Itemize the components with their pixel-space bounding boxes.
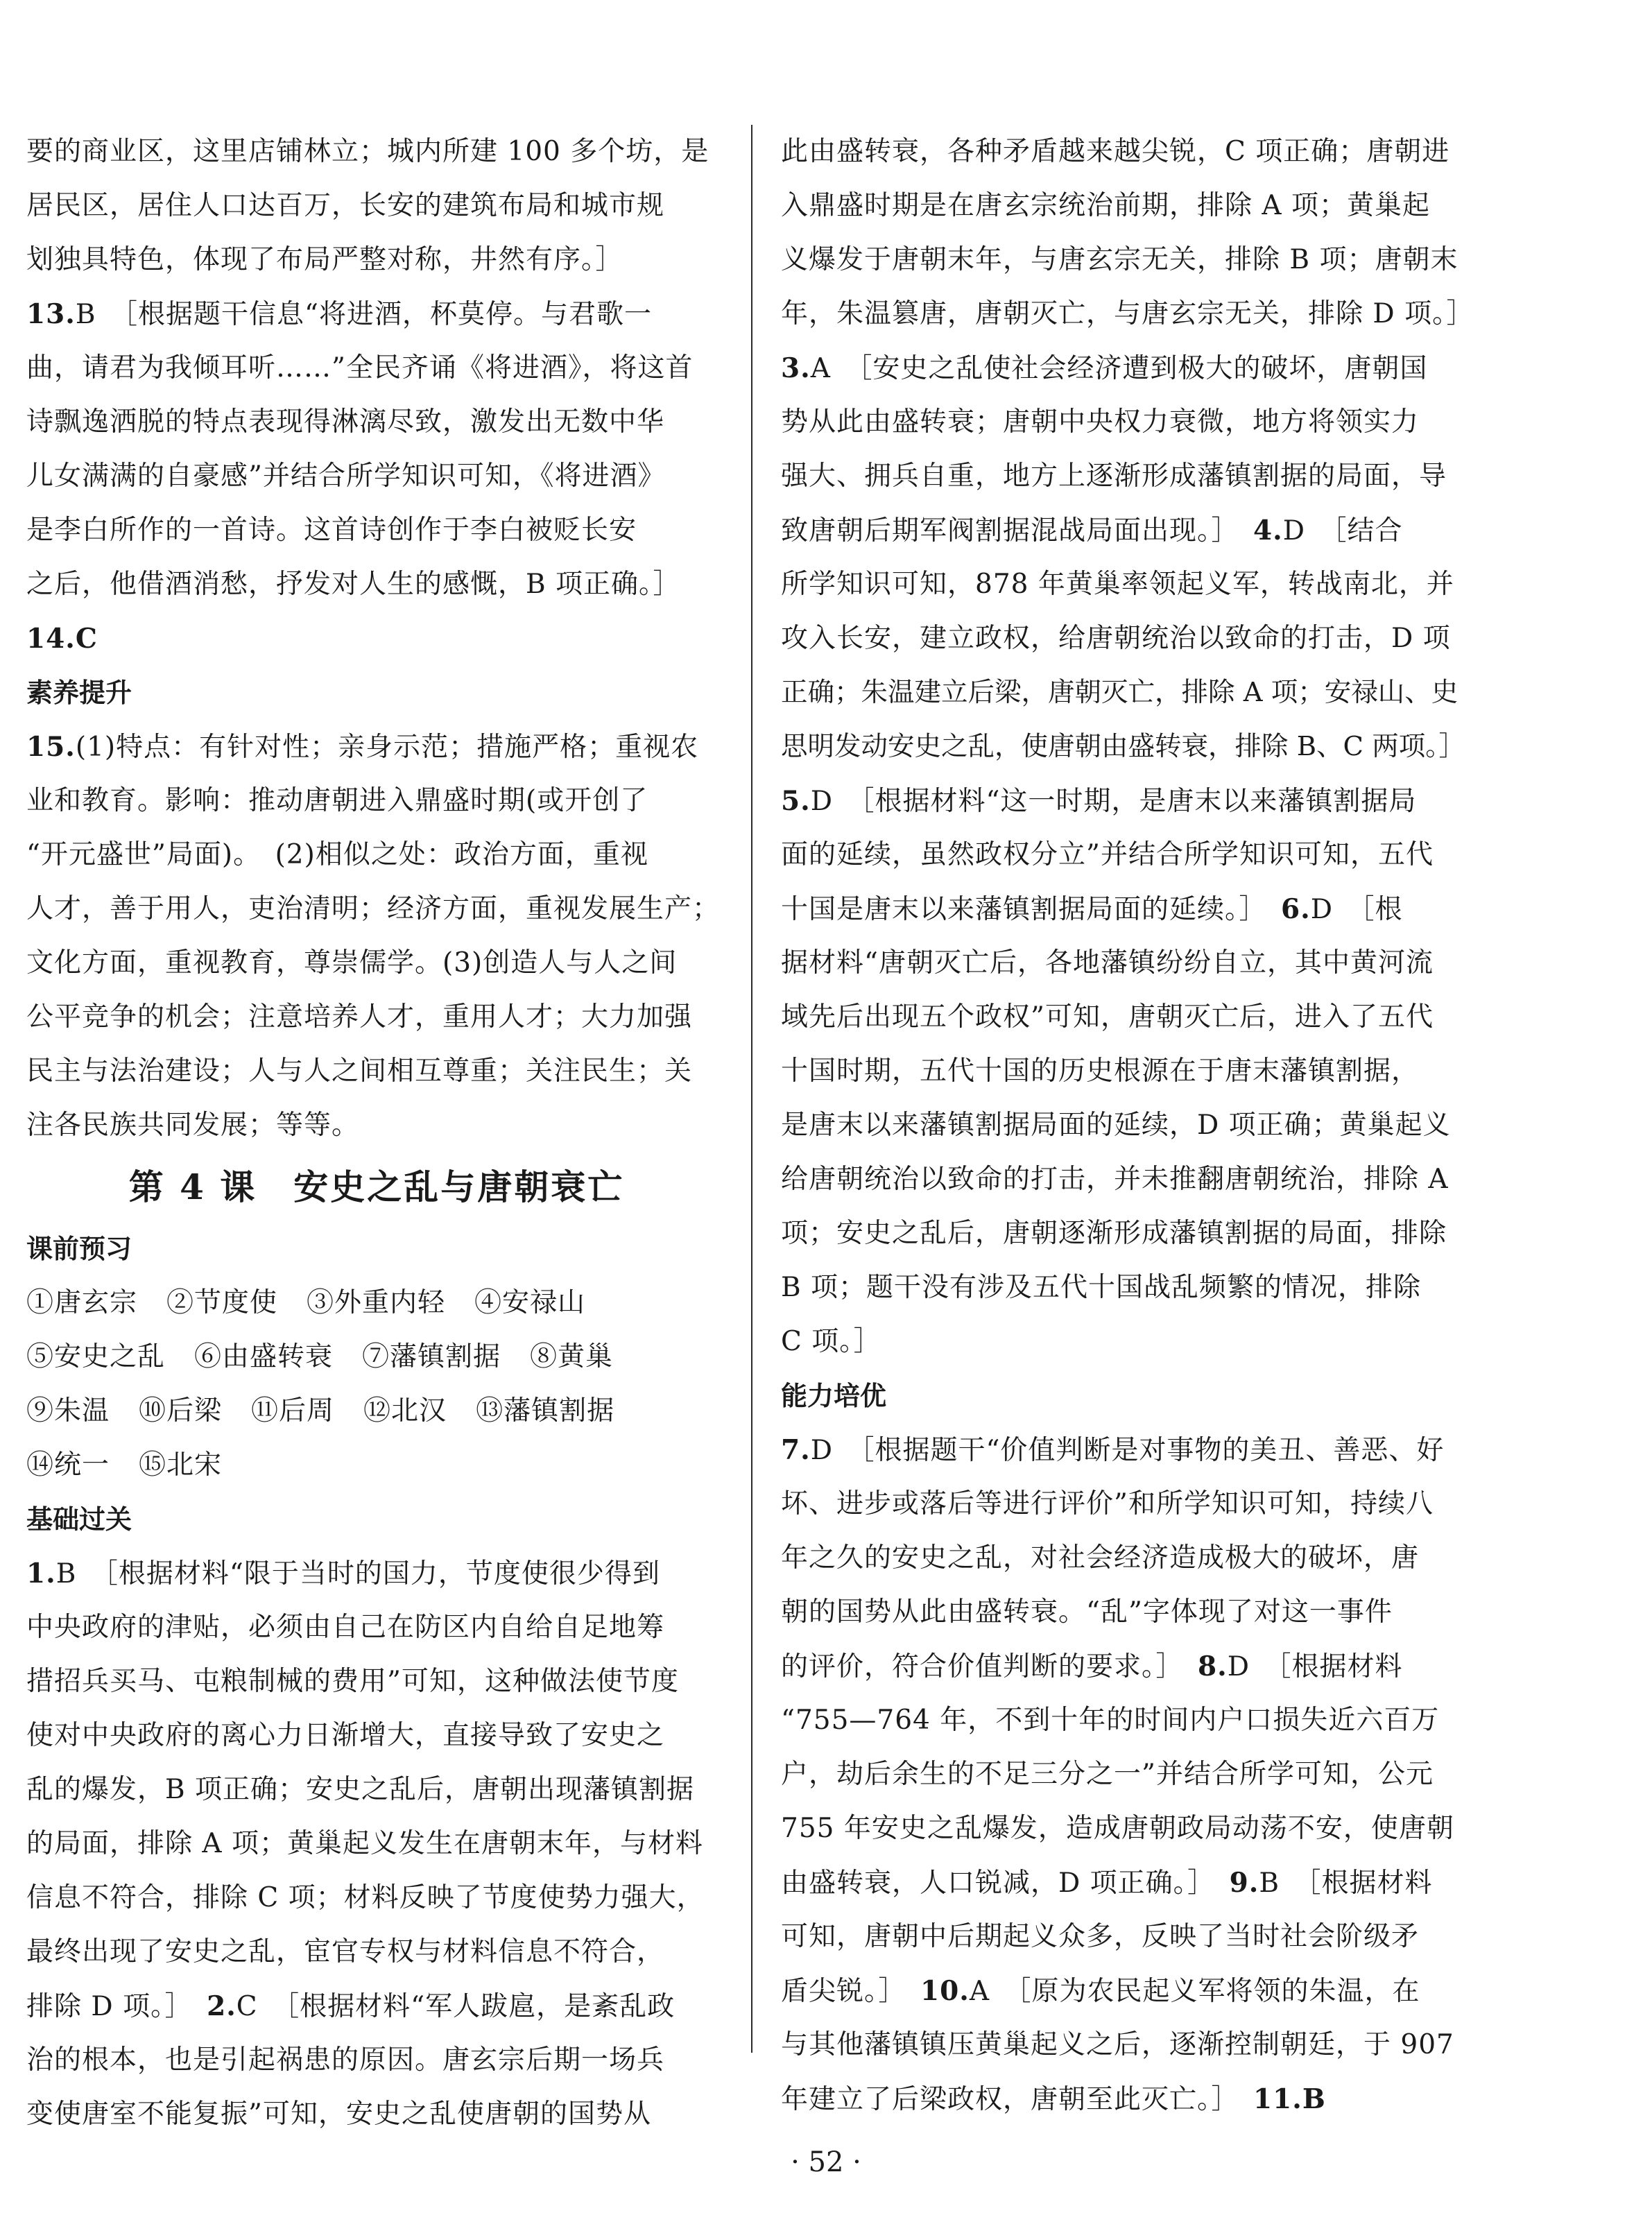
question-number: 14. <box>26 623 76 655</box>
text-line: 户，劫后余生的不足三分之一”并结合所学可知，公元 <box>781 1759 1434 1790</box>
text-line: B 项；题干没有涉及五代十国战乱频繁的情况，排除 <box>781 1272 1422 1303</box>
text-line: 乱的爆发，B 项正确；安史之乱后，唐朝出现藩镇割据 <box>26 1774 695 1805</box>
lesson-title: 第 4 课 安史之乱与唐朝衰亡 <box>128 1166 625 1207</box>
question-9: 由盛转衰，人口锐减，D 项正确。］ 9.B ［根据材料 <box>781 1867 1433 1899</box>
text-line: 势从此由盛转衰；唐朝中央权力衰微，地方将领实力 <box>781 406 1420 438</box>
question-number: 7. <box>781 1434 811 1466</box>
question-2: 排除 D 项。］ 2.C ［根据材料“军人跋扈，是紊乱政 <box>26 1990 676 2022</box>
text-line: 儿女满满的自豪感”并结合所学知识可知，《将进酒》 <box>26 460 666 492</box>
question-number: 13. <box>26 298 76 330</box>
text-line: 朝的国势从此由盛转衰。“乱”字体现了对这一事件 <box>781 1596 1393 1628</box>
question-number: 1. <box>26 1558 56 1589</box>
text-line: 与其他藩镇镇压黄巢起义之后，逐渐控制朝廷，于 907 <box>781 2029 1454 2060</box>
column-divider <box>751 125 752 2053</box>
section-heading-suyang: 素养提升 <box>26 677 132 708</box>
text-line: 入鼎盛时期是在唐玄宗统治前期，排除 A 项；黄巢起 <box>781 190 1430 221</box>
text-line: 给唐朝统治以致命的打击，并未推翻唐朝统治，排除 A <box>781 1164 1449 1195</box>
text-line: 措招兵买马、屯粮制械的费用”可知，这种做法使节度 <box>26 1666 679 1697</box>
text-line: 思明发动安史之乱，使唐朝由盛转衰，排除 B、C 两项。］ <box>781 731 1465 762</box>
text-line: 治的根本，也是引起祸患的原因。唐玄宗后期一场兵 <box>26 2044 665 2076</box>
section-heading-yuxi: 课前预习 <box>26 1233 132 1264</box>
text-line: 是李白所作的一首诗。这首诗创作于李白被贬长安 <box>26 515 637 546</box>
text-line: 人才，善于用人，吏治清明；经济方面，重视发展生产； <box>26 893 721 924</box>
question-number: 5. <box>781 785 811 817</box>
section-heading-nengli: 能力培优 <box>781 1380 887 1411</box>
question-10: 盾尖锐。］ 10.A ［原为农民起义军将领的朱温，在 <box>781 1975 1420 2007</box>
text-line: 十国时期，五代十国的历史根源在于唐末藩镇割据， <box>781 1055 1420 1087</box>
text-line: 变使唐室不能复振”可知，安史之乱使唐朝的国势从 <box>26 2098 651 2130</box>
question-number: 2. <box>207 1990 236 2022</box>
text-line: “开元盛世”局面)。 (2)相似之处：政治方面，重视 <box>26 839 648 870</box>
question-3: 3.A ［安史之乱使社会经济遭到极大的破坏，唐朝国 <box>781 352 1428 384</box>
text-line: 是唐末以来藩镇割据局面的延续，D 项正确；黄巢起义 <box>781 1110 1451 1141</box>
text-line: 正确；朱温建立后梁，唐朝灭亡，排除 A 项；安禄山、史 <box>781 677 1459 708</box>
text-line: 信息不符合，排除 C 项；材料反映了节度使势力强大， <box>26 1882 705 1913</box>
text-line: 年之久的安史之乱，对社会经济造成极大的破坏，唐 <box>781 1542 1420 1574</box>
text-line: 此由盛转衰，各种矛盾越来越尖锐，C 项正确；唐朝进 <box>781 136 1450 167</box>
text-line: 诗飘逸洒脱的特点表现得淋漓尽致，激发出无数中华 <box>26 406 665 438</box>
question-1: 1.B ［根据材料“限于当时的国力，节度使很少得到 <box>26 1558 660 1589</box>
preview-answers-row: ⑭统一 ⑮北宋 <box>26 1449 223 1481</box>
text-line: 曲，请君为我倾耳听……”全民齐诵《将进酒》，将这首 <box>26 352 694 383</box>
text-line: 民主与法治建设；人与人之间相互尊重；关注民生；关 <box>26 1055 693 1087</box>
section-heading-jichu: 基础过关 <box>26 1503 132 1535</box>
question-number: 10. <box>920 1975 970 2007</box>
text-line: 可知，唐朝中后期起义众多，反映了当时社会阶级矛 <box>781 1921 1420 1952</box>
question-11: 年建立了后梁政权，唐朝至此灭亡。］ 11.B <box>781 2083 1326 2115</box>
text-line: 中央政府的津贴，必须由自己在防区内自给自足地筹 <box>26 1612 665 1643</box>
text-line: 居民区，居住人口达百万，长安的建筑布局和城市规 <box>26 190 665 221</box>
page-number: · 52 · <box>791 2146 861 2178</box>
question-15: 15.(1)特点：有针对性；亲身示范；措施严格；重视农 <box>26 731 699 763</box>
question-8: 的评价，符合价值判断的要求。］ 8.D ［根据材料 <box>781 1651 1403 1682</box>
question-number: 15. <box>26 731 76 763</box>
question-6: 十国是唐末以来藩镇割据局面的延续。］ 6.D ［根 <box>781 893 1403 925</box>
text-line: 攻入长安，建立政权，给唐朝统治以致命的打击，D 项 <box>781 623 1451 654</box>
left-column <box>26 125 727 2141</box>
question-number: 8. <box>1198 1651 1228 1682</box>
text-line: 面的延续，虽然政权分立”并结合所学知识可知，五代 <box>781 839 1434 870</box>
question-7: 7.D ［根据题干“价值判断是对事物的美丑、善恶、好 <box>781 1434 1445 1466</box>
question-5: 5.D ［根据材料“这一时期，是唐末以来藩镇割据局 <box>781 785 1417 817</box>
text-line: 使对中央政府的离心力日渐增大，直接导致了安史之 <box>26 1720 665 1751</box>
question-number: 6. <box>1281 893 1311 925</box>
text-line: 755 年安史之乱爆发，造成唐朝政局动荡不安，使唐朝 <box>781 1813 1454 1844</box>
text-line: 业和教育。影响：推动唐朝进入鼎盛时期(或开创了 <box>26 785 648 816</box>
text-line: 划独具特色，体现了布局严整对称，井然有序。］ <box>26 244 623 275</box>
text-line: 公平竞争的机会；注意培养人才，重用人才；大力加强 <box>26 1001 693 1033</box>
question-number: 11. <box>1253 2083 1302 2115</box>
preview-answers-row: ⑤安史之乱 ⑥由盛转衰 ⑦藩镇割据 ⑧黄巢 <box>26 1341 614 1372</box>
text-line: 项；安史之乱后，唐朝逐渐形成藩镇割据的局面，排除 <box>781 1218 1447 1249</box>
question-number: 3. <box>781 352 811 384</box>
question-14: 14.C <box>26 623 98 655</box>
text-line: C 项。］ <box>781 1326 881 1357</box>
text-line: 最终出现了安史之乱，宦官专权与材料信息不符合， <box>26 1936 665 1967</box>
text-line: 强大、拥兵自重，地方上逐渐形成藩镇割据的局面，导 <box>781 460 1447 492</box>
text-line: 坏、进步或落后等进行评价”和所学知识可知，持续八 <box>781 1488 1434 1519</box>
text-line: 文化方面，重视教育，尊崇儒学。(3)创造人与人之间 <box>26 947 678 979</box>
question-number: 9. <box>1229 1867 1259 1899</box>
preview-answers-row: ①唐玄宗 ②节度使 ③外重内轻 ④安禄山 <box>26 1287 586 1318</box>
text-line: 注各民族共同发展；等等。 <box>26 1110 360 1141</box>
preview-answers-row: ⑨朱温 ⑩后梁 ⑪后周 ⑫北汉 ⑬藩镇割据 <box>26 1395 615 1427</box>
question-4: 致唐朝后期军阀割据混战局面出现。］ 4.D ［结合 <box>781 515 1403 546</box>
text-line: 的局面，排除 A 项；黄巢起义发生在唐朝末年，与材料 <box>26 1828 703 1859</box>
text-line: 域先后出现五个政权”可知，唐朝灭亡后，进入了五代 <box>781 1001 1434 1033</box>
text-line: 所学知识可知，878 年黄巢率领起义军，转战南北，并 <box>781 569 1454 600</box>
question-13: 13.B ［根据题干信息“将进酒，杯莫停。与君歌一 <box>26 298 652 330</box>
text-line: 年，朱温篡唐，唐朝灭亡，与唐玄宗无关，排除 D 项。］ <box>781 298 1474 329</box>
question-number: 4. <box>1253 515 1283 546</box>
right-column <box>781 125 1481 2126</box>
text-line: 要的商业区，这里店铺林立；城内所建 100 多个坊，是 <box>26 136 709 167</box>
text-line: “755—764 年，不到十年的时间内户口损失近六百万 <box>781 1705 1440 1736</box>
text-line: 义爆发于唐朝末年，与唐玄宗无关，排除 B 项；唐朝末 <box>781 244 1459 275</box>
text-line: 据材料“唐朝灭亡后，各地藩镇纷纷自立，其中黄河流 <box>781 947 1434 979</box>
text-line: 之后，他借酒消愁，抒发对人生的感慨，B 项正确。］ <box>26 569 681 600</box>
